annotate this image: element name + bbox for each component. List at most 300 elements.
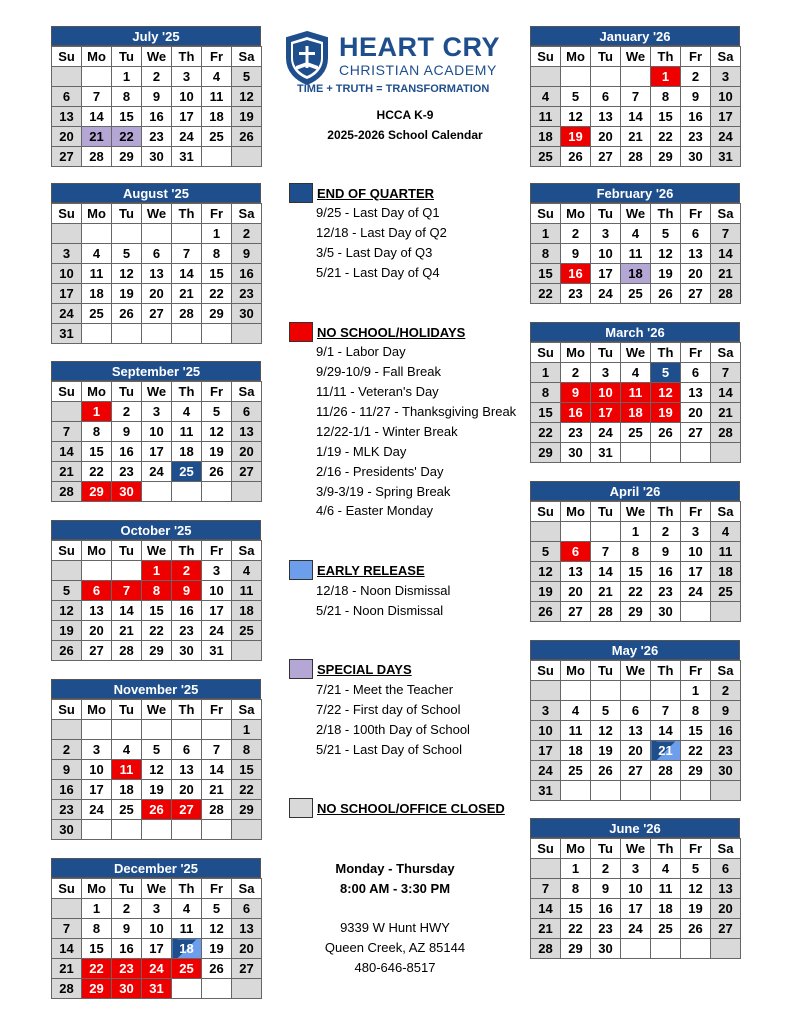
weekday-header: We <box>621 661 651 681</box>
calendar-day: 12 <box>142 760 172 780</box>
empty-day-cell <box>711 939 741 959</box>
weekday-header: Tu <box>112 382 142 402</box>
month-title: May '26 <box>530 640 740 660</box>
calendar-day: 15 <box>681 721 711 741</box>
weekday-header: Sa <box>232 541 262 561</box>
empty-day-cell <box>142 482 172 502</box>
weekday-header: Fr <box>202 382 232 402</box>
calendar-day: 7 <box>112 581 142 601</box>
calendar-day: 8 <box>621 542 651 562</box>
calendar-day: 17 <box>142 442 172 462</box>
calendar-day: 15 <box>561 899 591 919</box>
calendar-day: 7 <box>172 244 202 264</box>
calendar-day: 30 <box>651 602 681 622</box>
legend-item: 9/29-10/9 - Fall Break <box>316 364 442 379</box>
calendar-day: 3 <box>591 363 621 383</box>
weekday-header: Th <box>651 47 681 67</box>
school-hours-time: 8:00 AM - 3:30 PM <box>339 881 451 896</box>
legend-item: 11/26 - 11/27 - Thanksgiving Break <box>316 404 517 419</box>
legend-office-closed <box>289 798 505 818</box>
weekday-header: Mo <box>561 839 591 859</box>
weekday-header: Sa <box>711 502 741 522</box>
empty-day-cell <box>52 67 82 87</box>
calendar-day: 24 <box>681 582 711 602</box>
month-grid <box>51 878 262 999</box>
empty-day-cell <box>651 781 681 801</box>
weekday-header: Tu <box>112 204 142 224</box>
calendar-day: 19 <box>112 284 142 304</box>
empty-day-cell <box>52 402 82 422</box>
calendar-day: 6 <box>82 581 112 601</box>
calendar-day: 21 <box>52 462 82 482</box>
month-january-2026 <box>530 26 740 167</box>
calendar-day: 27 <box>621 761 651 781</box>
calendar-day: 24 <box>531 761 561 781</box>
weekday-header: Tu <box>591 502 621 522</box>
calendar-day: 23 <box>711 741 741 761</box>
calendar-day: 3 <box>142 899 172 919</box>
weekday-header: Th <box>172 700 202 720</box>
calendar-day: 19 <box>651 403 681 423</box>
calendar-day: 12 <box>232 87 262 107</box>
calendar-day: 1 <box>651 67 681 87</box>
calendar-day: 27 <box>52 147 82 167</box>
legend-item: 5/21 - Last Day of Q4 <box>316 265 440 280</box>
weekday-header: Tu <box>591 343 621 363</box>
calendar-day: 14 <box>651 721 681 741</box>
empty-day-cell <box>202 820 232 840</box>
month-title: February '26 <box>530 183 740 203</box>
calendar-day: 18 <box>711 562 741 582</box>
calendar-day: 16 <box>681 107 711 127</box>
empty-day-cell <box>232 979 262 999</box>
weekday-header: We <box>142 204 172 224</box>
calendar-day: 26 <box>681 919 711 939</box>
weekday-header: Fr <box>681 47 711 67</box>
calendar-day: 26 <box>591 761 621 781</box>
calendar-day: 28 <box>591 602 621 622</box>
calendar-day: 21 <box>711 264 741 284</box>
empty-day-cell <box>531 859 561 879</box>
empty-day-cell <box>112 324 142 344</box>
empty-day-cell <box>112 820 142 840</box>
calendar-day: 17 <box>52 284 82 304</box>
calendar-day: 12 <box>561 107 591 127</box>
calendar-day: 5 <box>202 402 232 422</box>
empty-day-cell <box>82 324 112 344</box>
calendar-day: 17 <box>531 741 561 761</box>
calendar-day: 14 <box>711 383 741 403</box>
weekday-header: Th <box>172 47 202 67</box>
calendar-day: 7 <box>591 542 621 562</box>
calendar-day: 4 <box>621 363 651 383</box>
calendar-day: 7 <box>621 87 651 107</box>
empty-day-cell <box>172 720 202 740</box>
calendar-day: 20 <box>681 403 711 423</box>
calendar-day: 19 <box>681 899 711 919</box>
weekday-header: We <box>142 879 172 899</box>
calendar-day: 23 <box>142 127 172 147</box>
calendar-day: 12 <box>651 244 681 264</box>
calendar-day: 8 <box>142 581 172 601</box>
legend-swatch-navy <box>289 183 313 203</box>
calendar-day: 29 <box>621 602 651 622</box>
calendar-day: 14 <box>531 899 561 919</box>
calendar-day: 20 <box>561 582 591 602</box>
calendar-day: 13 <box>681 244 711 264</box>
calendar-day: 15 <box>531 264 561 284</box>
calendar-day: 10 <box>591 383 621 403</box>
calendar-day: 22 <box>621 582 651 602</box>
calendar-day: 25 <box>621 284 651 304</box>
calendar-day: 12 <box>52 601 82 621</box>
calendar-day: 28 <box>621 147 651 167</box>
legend-item: 3/5 - Last Day of Q3 <box>316 245 433 260</box>
weekday-header: Mo <box>561 343 591 363</box>
calendar-day: 25 <box>711 582 741 602</box>
calendar-day: 11 <box>531 107 561 127</box>
legend-end-of-quarter <box>289 183 434 203</box>
empty-day-cell <box>711 781 741 801</box>
calendar-day: 29 <box>561 939 591 959</box>
calendar-day: 6 <box>711 859 741 879</box>
empty-day-cell <box>82 720 112 740</box>
calendar-day: 27 <box>681 284 711 304</box>
weekday-header: Mo <box>561 502 591 522</box>
calendar-day: 29 <box>232 800 262 820</box>
calendar-day: 13 <box>232 919 262 939</box>
calendar-day: 1 <box>561 859 591 879</box>
calendar-day: 15 <box>531 403 561 423</box>
calendar-day: 7 <box>202 740 232 760</box>
calendar-day: 24 <box>142 462 172 482</box>
calendar-day: 28 <box>52 482 82 502</box>
calendar-day: 20 <box>711 899 741 919</box>
calendar-day: 31 <box>531 781 561 801</box>
calendar-title-line2: 2025-2026 School Calendar <box>327 128 483 142</box>
empty-day-cell <box>531 681 561 701</box>
calendar-day: 16 <box>112 939 142 959</box>
calendar-day: 28 <box>711 423 741 443</box>
weekday-header: Mo <box>82 879 112 899</box>
empty-day-cell <box>82 67 112 87</box>
weekday-header: Tu <box>112 47 142 67</box>
calendar-day: 1 <box>531 363 561 383</box>
calendar-day: 9 <box>681 87 711 107</box>
weekday-header: Fr <box>681 343 711 363</box>
month-grid <box>51 46 262 167</box>
calendar-day: 2 <box>591 859 621 879</box>
empty-day-cell <box>621 443 651 463</box>
weekday-header: We <box>142 382 172 402</box>
legend-title: EARLY RELEASE <box>317 562 425 578</box>
calendar-day: 22 <box>142 621 172 641</box>
calendar-day: 7 <box>711 224 741 244</box>
calendar-day: 7 <box>82 87 112 107</box>
weekday-header: Su <box>531 502 561 522</box>
calendar-day: 18 <box>82 284 112 304</box>
calendar-day: 28 <box>52 979 82 999</box>
month-march-2026 <box>530 322 740 463</box>
calendar-day: 13 <box>142 264 172 284</box>
calendar-day: 24 <box>202 621 232 641</box>
calendar-day: 15 <box>232 760 262 780</box>
calendar-day: 11 <box>651 879 681 899</box>
calendar-day: 13 <box>681 383 711 403</box>
weekday-header: Fr <box>681 661 711 681</box>
calendar-day: 17 <box>681 562 711 582</box>
legend-item: 5/21 - Noon Dismissal <box>316 603 444 618</box>
empty-day-cell <box>591 781 621 801</box>
empty-day-cell <box>52 720 82 740</box>
calendar-day: 22 <box>82 959 112 979</box>
calendar-day: 22 <box>681 741 711 761</box>
calendar-day: 16 <box>112 442 142 462</box>
calendar-day: 31 <box>142 979 172 999</box>
weekday-header: Su <box>531 839 561 859</box>
calendar-day: 2 <box>561 363 591 383</box>
weekday-header: Tu <box>112 541 142 561</box>
calendar-day: 22 <box>531 284 561 304</box>
legend-item: 5/21 - Last Day of School <box>316 742 462 757</box>
school-address-line2: Queen Creek, AZ 85144 <box>324 940 466 955</box>
calendar-day: 24 <box>52 304 82 324</box>
weekday-header: Th <box>651 502 681 522</box>
calendar-day: 14 <box>591 562 621 582</box>
calendar-day: 16 <box>232 264 262 284</box>
calendar-day: 13 <box>82 601 112 621</box>
calendar-day: 14 <box>621 107 651 127</box>
calendar-day: 18 <box>621 264 651 284</box>
empty-day-cell <box>202 720 232 740</box>
calendar-day: 20 <box>681 264 711 284</box>
calendar-day: 8 <box>112 87 142 107</box>
weekday-header: Sa <box>711 661 741 681</box>
calendar-day: 6 <box>172 740 202 760</box>
calendar-day: 11 <box>711 542 741 562</box>
calendar-day: 26 <box>531 602 561 622</box>
calendar-day: 5 <box>591 701 621 721</box>
calendar-day: 29 <box>202 304 232 324</box>
calendar-day: 4 <box>531 87 561 107</box>
calendar-day: 9 <box>561 383 591 403</box>
calendar-day: 7 <box>531 879 561 899</box>
calendar-day: 11 <box>621 383 651 403</box>
calendar-day: 28 <box>112 641 142 661</box>
calendar-day: 30 <box>681 147 711 167</box>
calendar-day: 23 <box>561 423 591 443</box>
calendar-day: 6 <box>681 224 711 244</box>
weekday-header: Sa <box>711 47 741 67</box>
calendar-day: 23 <box>52 800 82 820</box>
legend-swatch-light-blue <box>289 560 313 580</box>
weekday-header: We <box>142 700 172 720</box>
school-phone: 480-646-8517 <box>354 960 436 975</box>
calendar-day: 11 <box>621 244 651 264</box>
calendar-day: 5 <box>681 859 711 879</box>
calendar-day: 12 <box>591 721 621 741</box>
calendar-day: 2 <box>52 740 82 760</box>
calendar-day: 12 <box>202 919 232 939</box>
calendar-day: 28 <box>711 284 741 304</box>
calendar-day: 17 <box>202 601 232 621</box>
calendar-day: 2 <box>651 522 681 542</box>
logo-subtitle: CHRISTIAN ACADEMY <box>339 62 497 78</box>
weekday-header: We <box>621 343 651 363</box>
legend-title: NO SCHOOL/OFFICE CLOSED <box>317 800 505 816</box>
calendar-day: 1 <box>232 720 262 740</box>
weekday-header: We <box>621 502 651 522</box>
calendar-day: 1 <box>142 561 172 581</box>
empty-day-cell <box>621 67 651 87</box>
month-grid <box>51 203 262 344</box>
empty-day-cell <box>591 522 621 542</box>
legend-item: 2/18 - 100th Day of School <box>316 722 470 737</box>
calendar-day: 24 <box>711 127 741 147</box>
school-hours-days: Monday - Thursday <box>335 861 455 876</box>
calendar-day: 30 <box>172 641 202 661</box>
empty-day-cell <box>621 781 651 801</box>
weekday-header: Fr <box>202 47 232 67</box>
calendar-day: 2 <box>142 67 172 87</box>
legend-item: 9/25 - Last Day of Q1 <box>316 205 440 220</box>
calendar-day: 21 <box>591 582 621 602</box>
calendar-day: 2 <box>681 67 711 87</box>
weekday-header: We <box>621 47 651 67</box>
legend-item: 9/1 - Labor Day <box>316 344 406 359</box>
empty-day-cell <box>112 720 142 740</box>
weekday-header: Sa <box>232 382 262 402</box>
calendar-day: 18 <box>112 780 142 800</box>
calendar-day: 21 <box>172 284 202 304</box>
empty-day-cell <box>681 602 711 622</box>
calendar-day: 5 <box>202 899 232 919</box>
calendar-day: 5 <box>142 740 172 760</box>
calendar-day: 23 <box>112 462 142 482</box>
weekday-header: Su <box>52 47 82 67</box>
calendar-day: 30 <box>142 147 172 167</box>
calendar-day: 5 <box>651 224 681 244</box>
weekday-header: Sa <box>232 879 262 899</box>
calendar-day: 15 <box>142 601 172 621</box>
empty-day-cell <box>531 67 561 87</box>
calendar-day: 26 <box>202 959 232 979</box>
weekday-header: Fr <box>202 700 232 720</box>
calendar-day: 4 <box>561 701 591 721</box>
weekday-header: Mo <box>561 204 591 224</box>
calendar-day: 27 <box>591 147 621 167</box>
calendar-day: 9 <box>142 87 172 107</box>
empty-day-cell <box>232 324 262 344</box>
calendar-day: 29 <box>142 641 172 661</box>
calendar-day: 30 <box>232 304 262 324</box>
calendar-day: 10 <box>681 542 711 562</box>
calendar-day: 27 <box>142 304 172 324</box>
month-september-2025 <box>51 361 261 502</box>
calendar-day: 23 <box>112 959 142 979</box>
month-grid <box>530 46 741 167</box>
empty-day-cell <box>232 641 262 661</box>
calendar-day: 13 <box>591 107 621 127</box>
weekday-header: Th <box>172 204 202 224</box>
calendar-day: 20 <box>621 741 651 761</box>
calendar-day: 3 <box>82 740 112 760</box>
month-december-2025 <box>51 858 261 999</box>
calendar-day: 12 <box>681 879 711 899</box>
empty-day-cell <box>142 720 172 740</box>
weekday-header: Fr <box>681 204 711 224</box>
calendar-day: 1 <box>681 681 711 701</box>
calendar-day: 10 <box>142 422 172 442</box>
weekday-header: Fr <box>202 541 232 561</box>
calendar-day: 13 <box>172 760 202 780</box>
calendar-day: 11 <box>202 87 232 107</box>
calendar-day: 14 <box>82 107 112 127</box>
calendar-day: 21 <box>112 621 142 641</box>
calendar-day: 3 <box>711 67 741 87</box>
calendar-day: 28 <box>202 800 232 820</box>
weekday-header: Sa <box>711 343 741 363</box>
calendar-day: 20 <box>591 127 621 147</box>
empty-day-cell <box>651 443 681 463</box>
calendar-day: 9 <box>591 879 621 899</box>
calendar-day: 19 <box>232 107 262 127</box>
calendar-day: 9 <box>112 422 142 442</box>
calendar-day: 27 <box>561 602 591 622</box>
calendar-day: 18 <box>172 939 202 959</box>
calendar-day: 3 <box>52 244 82 264</box>
legend-early-release <box>289 560 425 580</box>
school-address-line1: 9339 W Hunt HWY <box>340 920 450 935</box>
calendar-day: 30 <box>52 820 82 840</box>
calendar-day: 17 <box>172 107 202 127</box>
empty-day-cell <box>681 443 711 463</box>
calendar-day: 8 <box>202 244 232 264</box>
weekday-header: Su <box>531 47 561 67</box>
calendar-day: 18 <box>531 127 561 147</box>
calendar-day: 8 <box>82 919 112 939</box>
calendar-day: 6 <box>52 87 82 107</box>
calendar-day: 21 <box>651 741 681 761</box>
empty-day-cell <box>681 939 711 959</box>
calendar-day: 17 <box>142 939 172 959</box>
logo-name: HEART CRY <box>339 32 501 62</box>
calendar-day: 19 <box>651 264 681 284</box>
month-grid <box>530 501 741 622</box>
empty-day-cell <box>561 781 591 801</box>
weekday-header: Mo <box>82 382 112 402</box>
calendar-day: 2 <box>561 224 591 244</box>
month-grid <box>51 699 262 840</box>
weekday-header: We <box>142 541 172 561</box>
calendar-day: 7 <box>52 422 82 442</box>
calendar-day: 3 <box>591 224 621 244</box>
calendar-day: 4 <box>172 899 202 919</box>
empty-day-cell <box>112 561 142 581</box>
calendar-day: 26 <box>651 423 681 443</box>
calendar-day: 30 <box>561 443 591 463</box>
calendar-day: 16 <box>651 562 681 582</box>
empty-day-cell <box>561 681 591 701</box>
calendar-day: 30 <box>711 761 741 781</box>
legend-item: 12/18 - Noon Dismissal <box>316 583 451 598</box>
calendar-day: 16 <box>172 601 202 621</box>
calendar-day: 19 <box>591 741 621 761</box>
calendar-day: 1 <box>82 402 112 422</box>
calendar-day: 9 <box>561 244 591 264</box>
month-title: September '25 <box>51 361 261 381</box>
calendar-day: 6 <box>232 402 262 422</box>
